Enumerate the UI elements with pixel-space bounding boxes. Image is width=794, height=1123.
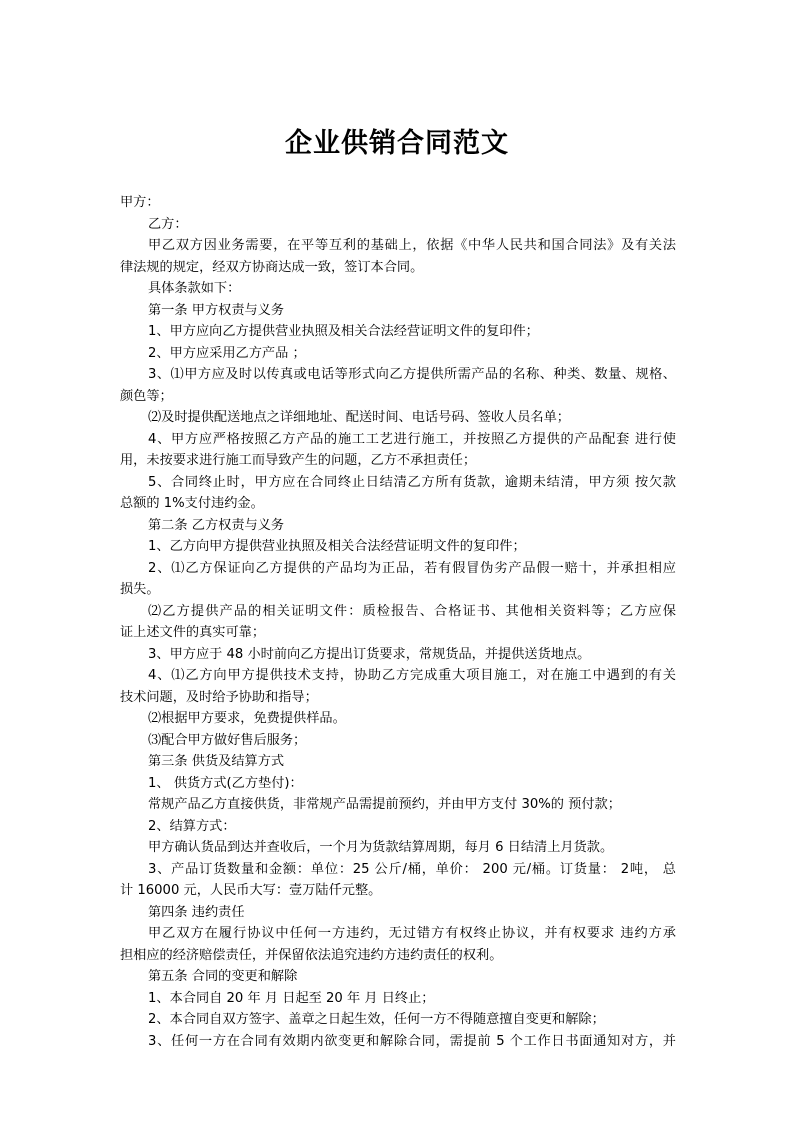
paragraph-line: 担相应的经济赔偿责任，并保留依法追究违约方违约责任的权利。 xyxy=(120,947,503,963)
paragraph-line: 技术问题，及时给予协助和指导； xyxy=(120,689,318,705)
paragraph-line: 2、本合同自双方签字、盖章之日起生效，任何一方不得随意擅自变更和解除； xyxy=(148,1012,605,1027)
paragraph-line: 1、 供货方式(乙方垫付)： xyxy=(148,775,303,791)
paragraph-line: 甲方确认货品到达并查收后，一个月为货款结算周期，每月 6 日结清上月货款。 xyxy=(148,840,614,855)
document-title: 企业供销合同范文 xyxy=(285,128,509,159)
paragraph-line: 5、合同终止时，甲方应在合同终止日结清乙方所有货款，逾期未结清，甲方须 按欠款 xyxy=(148,474,676,490)
paragraph-line: 证上述文件的真实可靠； xyxy=(120,625,266,640)
paragraph-line: 损失。 xyxy=(120,582,160,597)
paragraph-line: 用，未按要求进行施工而导致产生的问题，乙方不承担责任； xyxy=(120,453,477,468)
article-heading: 第四条 违约责任 xyxy=(148,904,245,920)
paragraph-line: 2、结算方式： xyxy=(148,818,236,834)
paragraph-line: 3、⑴甲方应及时以传真或电话等形式向乙方提供所需产品的名称、种类、数量、规格、 xyxy=(148,367,676,382)
paragraph-line: 具体条款如下： xyxy=(148,281,241,296)
article-heading: 第二条 乙方权责与义务 xyxy=(148,517,285,533)
party-a-line: 甲方： xyxy=(120,195,160,210)
paragraph-line: 2、⑴乙方保证向乙方提供的产品均为正品，若有假冒伪劣产品假一赔十，并承担相应 xyxy=(148,560,676,576)
article-heading: 第三条 供货及结算方式 xyxy=(148,754,285,769)
paragraph-line: 4、甲方应严格按照乙方产品的施工工艺进行施工，并按照乙方提供的产品配套 进行使 xyxy=(148,431,676,447)
paragraph-line: 总额的 1%支付违约金。 xyxy=(120,496,264,511)
paragraph-line: 1、乙方向甲方提供营业执照及相关合法经营证明文件的复印件； xyxy=(148,539,526,554)
paragraph-line: 甲乙双方在履行协议中任何一方违约，无过错方有权终止协议，并有权要求 违约方承 xyxy=(148,926,676,941)
paragraph-line: 4、⑴乙方向甲方提供技术支持，协助乙方完成重大项目施工，对在施工中遇到的有关 xyxy=(148,668,676,683)
paragraph-line: 1、甲方应向乙方提供营业执照及相关合法经营证明文件的复印件； xyxy=(148,324,539,339)
paragraph-line: 3、甲方应于 48 小时前向乙方提出订货要求，常规货品，并提供送货地点。 xyxy=(148,646,591,662)
document-body xyxy=(120,192,676,1052)
paragraph-line: ⑵乙方提供产品的相关证明文件：质检报告、合格证书、其他相关资料等；乙方应保 xyxy=(148,603,676,619)
paragraph-line: 律法规的规定，经双方协商达成一致，签订本合同。 xyxy=(120,259,424,275)
paragraph-line: ⑶配合甲方做好售后服务； xyxy=(148,732,307,748)
paragraph-line: 常规产品乙方直接供货，非常规产品需提前预约，并由甲方支付 30%的 预付款； xyxy=(148,797,621,812)
paragraph-line: ⑵及时提供配送地点之详细地址、配送时间、电话号码、签收人员名单； xyxy=(148,410,570,425)
article-heading: 第五条 合同的变更和解除 xyxy=(148,969,298,984)
party-b-line: 乙方： xyxy=(148,216,188,232)
paragraph-line: 3、任何一方在合同有效期内欲变更和解除合同，需提前 5 个工作日书面通知对方，并 xyxy=(148,1033,676,1049)
paragraph-line: 2、甲方应采用乙方产品 ； xyxy=(148,345,306,361)
paragraph-line: 1、本合同自 20 年 月 日起至 20 年 月 日终止； xyxy=(148,990,435,1006)
paragraph-line: ⑵根据甲方要求，免费提供样品。 xyxy=(148,711,346,726)
paragraph-line: 计 16000 元，人民币大写：壹万陆仟元整。 xyxy=(120,883,382,898)
paragraph-line: 甲乙双方因业务需要，在平等互利的基础上，依据《中华人民共和国合同法》及有关法 xyxy=(148,238,676,253)
paragraph-line: 3、产品订货数量和金额：单位：25 公斤/桶，单价： 200 元/桶。订货量： 2吨， 总 xyxy=(148,861,676,877)
paragraph-line: 颜色等； xyxy=(120,388,173,404)
article-heading: 第一条 甲方权责与义务 xyxy=(148,302,285,318)
